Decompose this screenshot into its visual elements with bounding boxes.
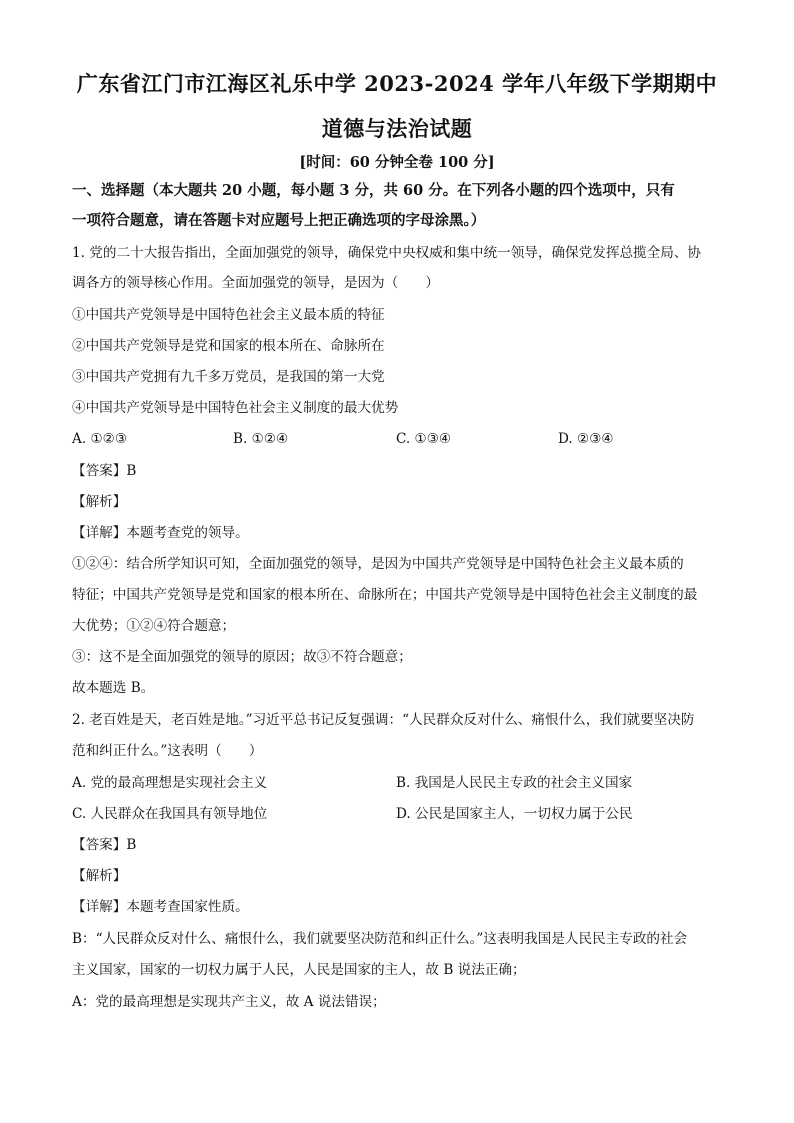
q2-option-a: A. 党的最高理想是实现社会主义: [72, 775, 268, 791]
q2-answer: 【答案】B: [72, 837, 137, 853]
q2-explanation-line3: A：党的最高理想是实现共产主义，故 A 说法错误；: [72, 994, 386, 1010]
q1-detail: 【详解】本题考查党的领导。: [72, 525, 249, 541]
q1-statement-4: ④中国共产党领导是中国特色社会主义制度的最大优势: [72, 400, 399, 416]
q1-explanation-line1: ①②④：结合所学知识可知，全面加强党的领导，是因为中国共产党领导是中国特色社会主义最本质的: [72, 556, 684, 572]
q2-option-d: D. 公民是国家主人，一切权力属于公民: [396, 806, 633, 822]
q2-explanation-line1: B：“人民群众反对什么、痛恨什么，我们就要坚决防范和纠正什么。”这表明我国是人民民主专政的社会: [72, 931, 688, 947]
q2-explanation-line2: 主义国家，国家的一切权力属于人民，人民是国家的主人，故 B 说法正确；: [72, 962, 526, 978]
q2-analysis-label: 【解析】: [72, 868, 127, 884]
q2-detail: 【详解】本题考查国家性质。: [72, 899, 249, 915]
q1-option-d: D. ②③④: [558, 431, 614, 447]
q2-option-c: C. 人民群众在我国具有领导地位: [72, 806, 268, 822]
document-subtitle: 道德与法治试题: [321, 116, 473, 141]
q1-stem-line1: 1. 党的二十大报告指出，全面加强党的领导，确保党中央权威和集中统一领导，确保党发挥总揽全局、协: [72, 245, 702, 261]
q1-option-c: C. ①③④: [396, 431, 452, 447]
q1-explanation-line3: 大优势；①②④符合题意；: [72, 618, 236, 634]
q1-statement-2: ②中国共产党领导是党和国家的根本所在、命脉所在: [72, 338, 385, 354]
exam-time-info: [时间：60 分钟全卷 100 分]: [299, 154, 495, 171]
q1-option-b: B. ①②④: [233, 431, 289, 447]
q2-option-b: B. 我国是人民民主专政的社会主义国家: [396, 775, 633, 791]
section-heading-line1: 一、选择题（本大题共 20 小题，每小题 3 分，共 60 分。在下列各小题的四个选项中，只有: [72, 182, 675, 199]
q1-conclusion: 故本题选 B。: [72, 680, 155, 696]
q1-statement-3: ③中国共产党拥有九千多万党员，是我国的第一大党: [72, 369, 385, 385]
q2-stem-line2: 范和纠正什么。”这表明（ ）: [72, 743, 263, 759]
section-heading-line2: 一项符合题意，请在答题卡对应题号上把正确选项的字母涂黑。）: [72, 212, 486, 229]
q1-stem-line2: 调各方的领导核心作用。全面加强党的领导，是因为（ ）: [72, 275, 440, 291]
q1-option-a: A. ①②③: [72, 431, 128, 447]
q1-statement-1: ①中国共产党领导是中国特色社会主义最本质的特征: [72, 307, 385, 323]
q1-explanation-line2: 特征；中国共产党领导是党和国家的根本所在、命脉所在；中国共产党领导是中国特色社会主义制度的最: [72, 587, 698, 603]
q1-answer: 【答案】B: [72, 463, 137, 479]
document-title: 广东省江门市江海区礼乐中学 2023-2024 学年八年级下学期期中: [76, 71, 718, 96]
q1-explanation-line4: ③：这不是全面加强党的领导的原因；故③不符合题意；: [72, 649, 412, 665]
q2-stem-line1: 2. 老百姓是天，老百姓是地。”习近平总书记反复强调：“人民群众反对什么、痛恨什么，我们就要坚决防: [72, 712, 695, 728]
q1-analysis-label: 【解析】: [72, 494, 127, 510]
